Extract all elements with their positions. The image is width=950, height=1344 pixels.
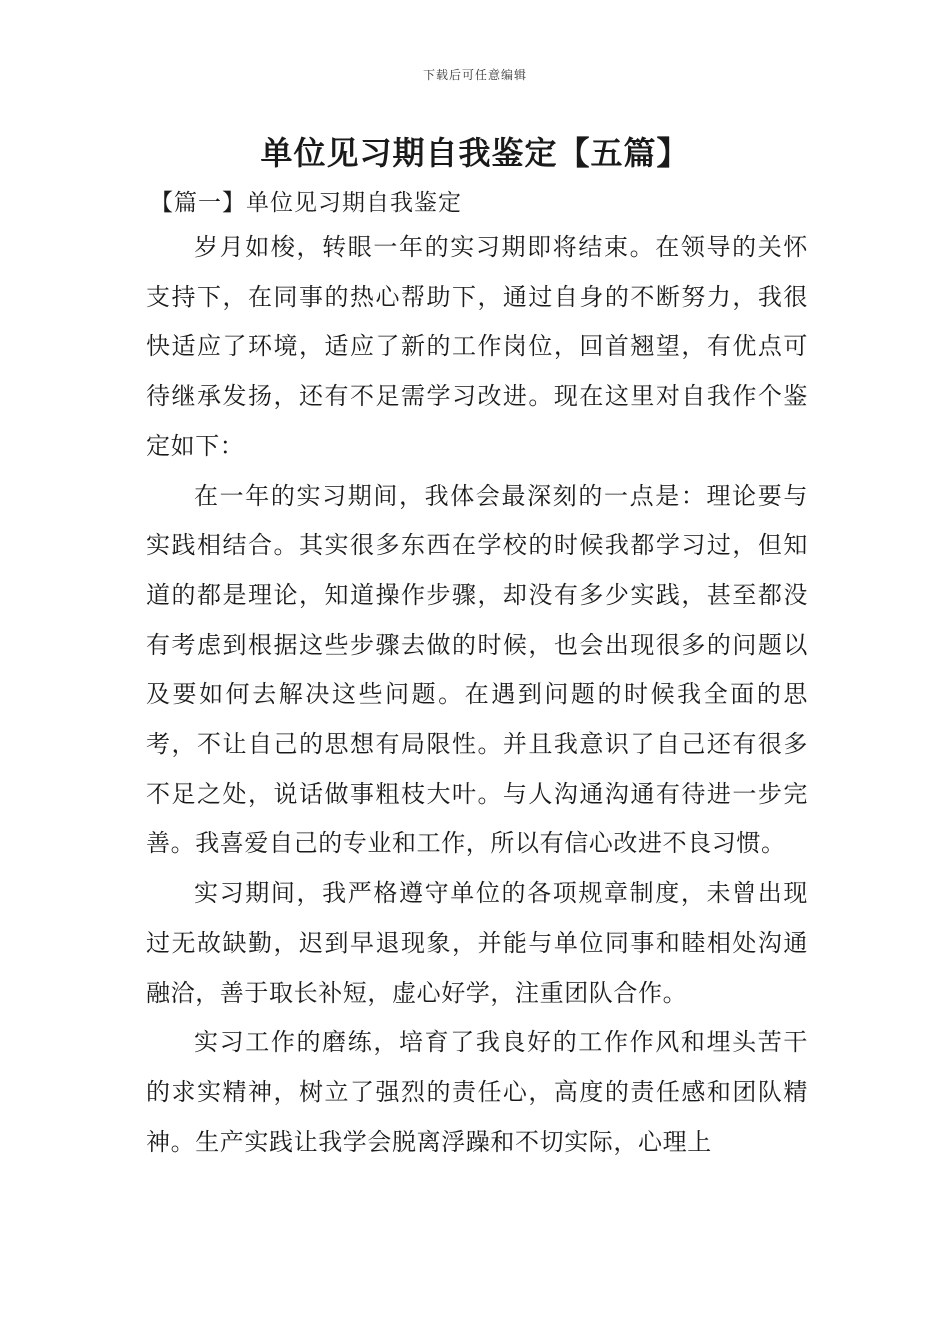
paragraph-1: 岁月如梭，转眼一年的实习期即将结束。在领导的关怀支持下，在同事的热心帮助下，通过自身的不断努力，我很快适应了环境，适应了新的工作岗位，回首翘望，有优点可待继承发扬，还有不足需学习改进。现在这里对自我作个鉴定如下：: [146, 233, 808, 460]
document-body: [146, 223, 808, 1167]
paragraph-4: 实习工作的磨练，培育了我良好的工作作风和埋头苦干的求实精神，树立了强烈的责任心，高度的责任感和团队精神。生产实践让我学会脱离浮躁和不切实际，心理上: [146, 1028, 808, 1156]
paragraph-2: 在一年的实习期间，我体会最深刻的一点是：理论要与实践相结合。其实很多东西在学校的时候我都学习过，但知道的都是理论，知道操作步骤，却没有多少实践，甚至都没有考虑到根据这些步骤去做的时候，也会出现很多的问题以及要如何去解决这些问题。在遇到问题的时候我全面的思考，不让自己的思想有局限性。并且我意识了自己还有很多不足之处，说话做事粗枝大叶。与人沟通沟通有待进一步完善。我喜爱自己的专业和工作，所以有信心改进不良习惯。: [146, 481, 808, 858]
document-title: 单位见习期自我鉴定【五篇】: [260, 134, 690, 172]
section-heading: 【篇一】单位见习期自我鉴定: [150, 190, 462, 216]
paragraph-3: 实习期间，我严格遵守单位的各项规章制度，未曾出现过无故缺勤，迟到早退现象，并能与单位同事和睦相处沟通融洽，善于取长补短，虚心好学，注重团队合作。: [146, 879, 808, 1007]
header-note: 下载后可任意编辑: [422, 68, 527, 82]
